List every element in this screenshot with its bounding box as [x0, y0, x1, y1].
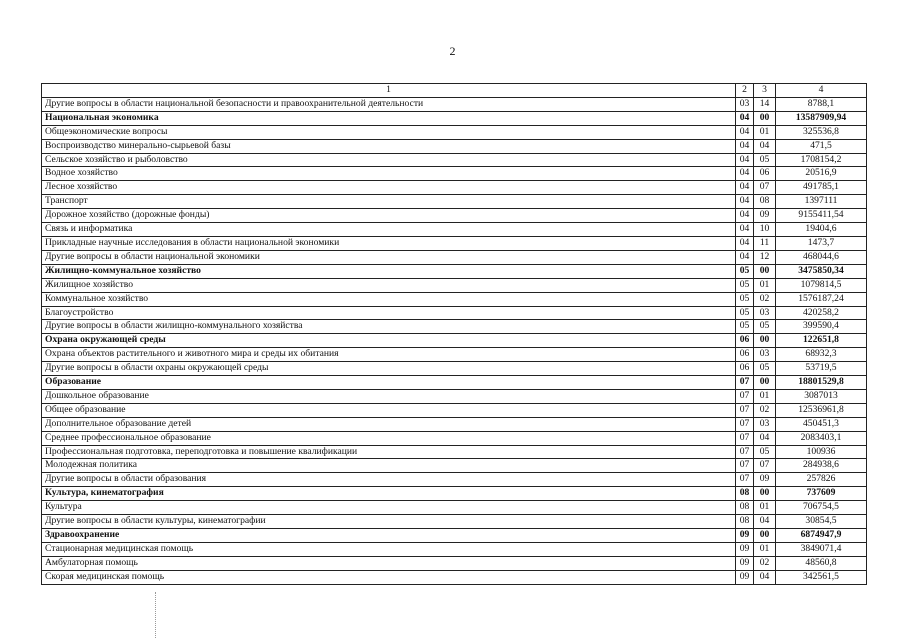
- header-col-amount: 4: [776, 84, 867, 98]
- row-subsection-code: 02: [754, 403, 776, 417]
- row-subsection-code: 07: [754, 181, 776, 195]
- table-row: [42, 181, 867, 195]
- row-section-code: 09: [736, 570, 754, 584]
- row-amount: 1473,7: [776, 236, 867, 250]
- table-row: [42, 153, 867, 167]
- row-section-code: 04: [736, 181, 754, 195]
- row-subsection-code: 01: [754, 542, 776, 556]
- row-amount: 30854,5: [776, 515, 867, 529]
- row-section-code: 04: [736, 167, 754, 181]
- row-subsection-code: 05: [754, 320, 776, 334]
- row-section-code: 04: [736, 125, 754, 139]
- row-section-code: 05: [736, 278, 754, 292]
- row-amount: 737609: [776, 487, 867, 501]
- table-row: [42, 459, 867, 473]
- row-amount: 257826: [776, 473, 867, 487]
- row-name: Амбулаторная помощь: [42, 556, 736, 570]
- table-row: [42, 278, 867, 292]
- row-name: Другие вопросы в области жилищно-коммунального хозяйства: [42, 320, 736, 334]
- table-row: [42, 320, 867, 334]
- table-row: [42, 348, 867, 362]
- row-name: Другие вопросы в области образования: [42, 473, 736, 487]
- row-subsection-code: 05: [754, 445, 776, 459]
- table-row: [42, 515, 867, 529]
- row-name: Коммунальное хозяйство: [42, 292, 736, 306]
- row-name: Жилищно-коммунальное хозяйство: [42, 264, 736, 278]
- row-name: Связь и информатика: [42, 223, 736, 237]
- row-name: Транспорт: [42, 195, 736, 209]
- row-subsection-code: 00: [754, 334, 776, 348]
- table-row: [42, 111, 867, 125]
- row-name: Другие вопросы в области культуры, кинематографии: [42, 515, 736, 529]
- table-row: [42, 264, 867, 278]
- row-subsection-code: 03: [754, 417, 776, 431]
- row-section-code: 07: [736, 459, 754, 473]
- row-amount: 12536961,8: [776, 403, 867, 417]
- row-name: Лесное хозяйство: [42, 181, 736, 195]
- table-row: [42, 97, 867, 111]
- scan-margin-mark: [155, 592, 157, 638]
- row-subsection-code: 04: [754, 431, 776, 445]
- row-section-code: 04: [736, 209, 754, 223]
- table-row: [42, 417, 867, 431]
- row-subsection-code: 06: [754, 167, 776, 181]
- row-subsection-code: 00: [754, 529, 776, 543]
- table-row: [42, 125, 867, 139]
- row-section-code: 03: [736, 97, 754, 111]
- row-name: Стационарная медицинская помощь: [42, 542, 736, 556]
- row-subsection-code: 00: [754, 264, 776, 278]
- table-row: [42, 223, 867, 237]
- row-name: Среднее профессиональное образование: [42, 431, 736, 445]
- table-row: [42, 431, 867, 445]
- row-section-code: 09: [736, 542, 754, 556]
- row-subsection-code: 11: [754, 236, 776, 250]
- row-amount: 13587909,94: [776, 111, 867, 125]
- row-section-code: 04: [736, 153, 754, 167]
- row-section-code: 07: [736, 445, 754, 459]
- row-section-code: 08: [736, 501, 754, 515]
- row-amount: 491785,1: [776, 181, 867, 195]
- row-amount: 1576187,24: [776, 292, 867, 306]
- row-section-code: 05: [736, 264, 754, 278]
- row-name: Воспроизводство минерально-сырьевой базы: [42, 139, 736, 153]
- row-subsection-code: 04: [754, 139, 776, 153]
- row-name: Образование: [42, 376, 736, 390]
- row-amount: 18801529,8: [776, 376, 867, 390]
- table-row: [42, 570, 867, 584]
- table-row: [42, 445, 867, 459]
- header-row: [42, 84, 867, 98]
- row-amount: 9155411,54: [776, 209, 867, 223]
- row-subsection-code: 03: [754, 306, 776, 320]
- row-section-code: 07: [736, 376, 754, 390]
- row-name: Общеэкономические вопросы: [42, 125, 736, 139]
- row-amount: 468044,6: [776, 250, 867, 264]
- table-row: [42, 376, 867, 390]
- row-amount: 6874947,9: [776, 529, 867, 543]
- row-name: Другие вопросы в области национальной экономики: [42, 250, 736, 264]
- row-amount: 2083403,1: [776, 431, 867, 445]
- row-name: Сельское хозяйство и рыболовство: [42, 153, 736, 167]
- row-section-code: 07: [736, 389, 754, 403]
- row-subsection-code: 01: [754, 278, 776, 292]
- row-name: Культура: [42, 501, 736, 515]
- row-section-code: 06: [736, 348, 754, 362]
- row-section-code: 05: [736, 306, 754, 320]
- row-section-code: 07: [736, 403, 754, 417]
- row-subsection-code: 05: [754, 362, 776, 376]
- row-subsection-code: 01: [754, 501, 776, 515]
- row-subsection-code: 00: [754, 487, 776, 501]
- table-row: [42, 292, 867, 306]
- row-section-code: 04: [736, 223, 754, 237]
- row-section-code: 04: [736, 139, 754, 153]
- row-subsection-code: 01: [754, 389, 776, 403]
- row-name: Дорожное хозяйство (дорожные фонды): [42, 209, 736, 223]
- row-section-code: 05: [736, 320, 754, 334]
- row-name: Прикладные научные исследования в области национальной экономики: [42, 236, 736, 250]
- row-amount: 3475850,34: [776, 264, 867, 278]
- table-row: [42, 556, 867, 570]
- row-subsection-code: 10: [754, 223, 776, 237]
- row-amount: 3849071,4: [776, 542, 867, 556]
- table-row: [42, 139, 867, 153]
- table-row: [42, 306, 867, 320]
- row-amount: 342561,5: [776, 570, 867, 584]
- row-name: Молодежная политика: [42, 459, 736, 473]
- row-name: Охрана окружающей среды: [42, 334, 736, 348]
- table-row: [42, 209, 867, 223]
- row-amount: 100936: [776, 445, 867, 459]
- row-section-code: 04: [736, 250, 754, 264]
- row-name: Водное хозяйство: [42, 167, 736, 181]
- row-section-code: 08: [736, 487, 754, 501]
- row-amount: 706754,5: [776, 501, 867, 515]
- table-row: [42, 529, 867, 543]
- row-subsection-code: 02: [754, 556, 776, 570]
- row-amount: 3087013: [776, 389, 867, 403]
- row-section-code: 07: [736, 473, 754, 487]
- row-amount: 53719,5: [776, 362, 867, 376]
- row-amount: 325536,8: [776, 125, 867, 139]
- table-row: [42, 236, 867, 250]
- row-section-code: 09: [736, 529, 754, 543]
- row-name: Культура, кинематография: [42, 487, 736, 501]
- row-subsection-code: 01: [754, 125, 776, 139]
- page-number: 2: [449, 44, 456, 58]
- row-section-code: 05: [736, 292, 754, 306]
- row-amount: 1397111: [776, 195, 867, 209]
- table-row: [42, 195, 867, 209]
- row-subsection-code: 14: [754, 97, 776, 111]
- row-amount: 471,5: [776, 139, 867, 153]
- row-section-code: 07: [736, 417, 754, 431]
- row-section-code: 04: [736, 111, 754, 125]
- budget-table: [41, 83, 867, 585]
- row-amount: 399590,4: [776, 320, 867, 334]
- row-name: Скорая медицинская помощь: [42, 570, 736, 584]
- table-row: [42, 167, 867, 181]
- row-name: Здравоохранение: [42, 529, 736, 543]
- row-section-code: 06: [736, 362, 754, 376]
- table-row: [42, 403, 867, 417]
- table-row: [42, 389, 867, 403]
- row-subsection-code: 07: [754, 459, 776, 473]
- header-col-section: 2: [736, 84, 754, 98]
- row-amount: 450451,3: [776, 417, 867, 431]
- row-name: Общее образование: [42, 403, 736, 417]
- row-section-code: 04: [736, 195, 754, 209]
- row-section-code: 09: [736, 556, 754, 570]
- table-row: [42, 501, 867, 515]
- row-subsection-code: 04: [754, 515, 776, 529]
- row-amount: 1079814,5: [776, 278, 867, 292]
- row-amount: 8788,1: [776, 97, 867, 111]
- table-row: [42, 473, 867, 487]
- table-row: [42, 542, 867, 556]
- row-subsection-code: 03: [754, 348, 776, 362]
- table-row: [42, 334, 867, 348]
- row-section-code: 06: [736, 334, 754, 348]
- row-amount: 19404,6: [776, 223, 867, 237]
- row-subsection-code: 05: [754, 153, 776, 167]
- row-amount: 20516,9: [776, 167, 867, 181]
- row-name: Другие вопросы в области охраны окружающей среды: [42, 362, 736, 376]
- row-subsection-code: 02: [754, 292, 776, 306]
- table-row: [42, 487, 867, 501]
- row-subsection-code: 12: [754, 250, 776, 264]
- row-amount: 284938,6: [776, 459, 867, 473]
- row-amount: 420258,2: [776, 306, 867, 320]
- row-name: Жилищное хозяйство: [42, 278, 736, 292]
- row-name: Профессиональная подготовка, переподготовка и повышение квалификации: [42, 445, 736, 459]
- header-col-name: 1: [42, 84, 736, 98]
- table-row: [42, 250, 867, 264]
- row-amount: 122651,8: [776, 334, 867, 348]
- row-name: Дополнительное образование детей: [42, 417, 736, 431]
- row-subsection-code: 00: [754, 376, 776, 390]
- row-amount: 68932,3: [776, 348, 867, 362]
- row-name: Дошкольное образование: [42, 389, 736, 403]
- row-section-code: 07: [736, 431, 754, 445]
- row-subsection-code: 00: [754, 111, 776, 125]
- row-section-code: 04: [736, 236, 754, 250]
- row-subsection-code: 08: [754, 195, 776, 209]
- row-subsection-code: 09: [754, 473, 776, 487]
- row-amount: 1708154,2: [776, 153, 867, 167]
- row-name: Другие вопросы в области национальной безопасности и правоохранительной деятельности: [42, 97, 736, 111]
- row-name: Национальная экономика: [42, 111, 736, 125]
- row-subsection-code: 04: [754, 570, 776, 584]
- row-section-code: 08: [736, 515, 754, 529]
- row-amount: 48560,8: [776, 556, 867, 570]
- row-name: Благоустройство: [42, 306, 736, 320]
- table-row: [42, 362, 867, 376]
- row-subsection-code: 09: [754, 209, 776, 223]
- row-name: Охрана объектов растительного и животного мира и среды их обитания: [42, 348, 736, 362]
- header-col-subsection: 3: [754, 84, 776, 98]
